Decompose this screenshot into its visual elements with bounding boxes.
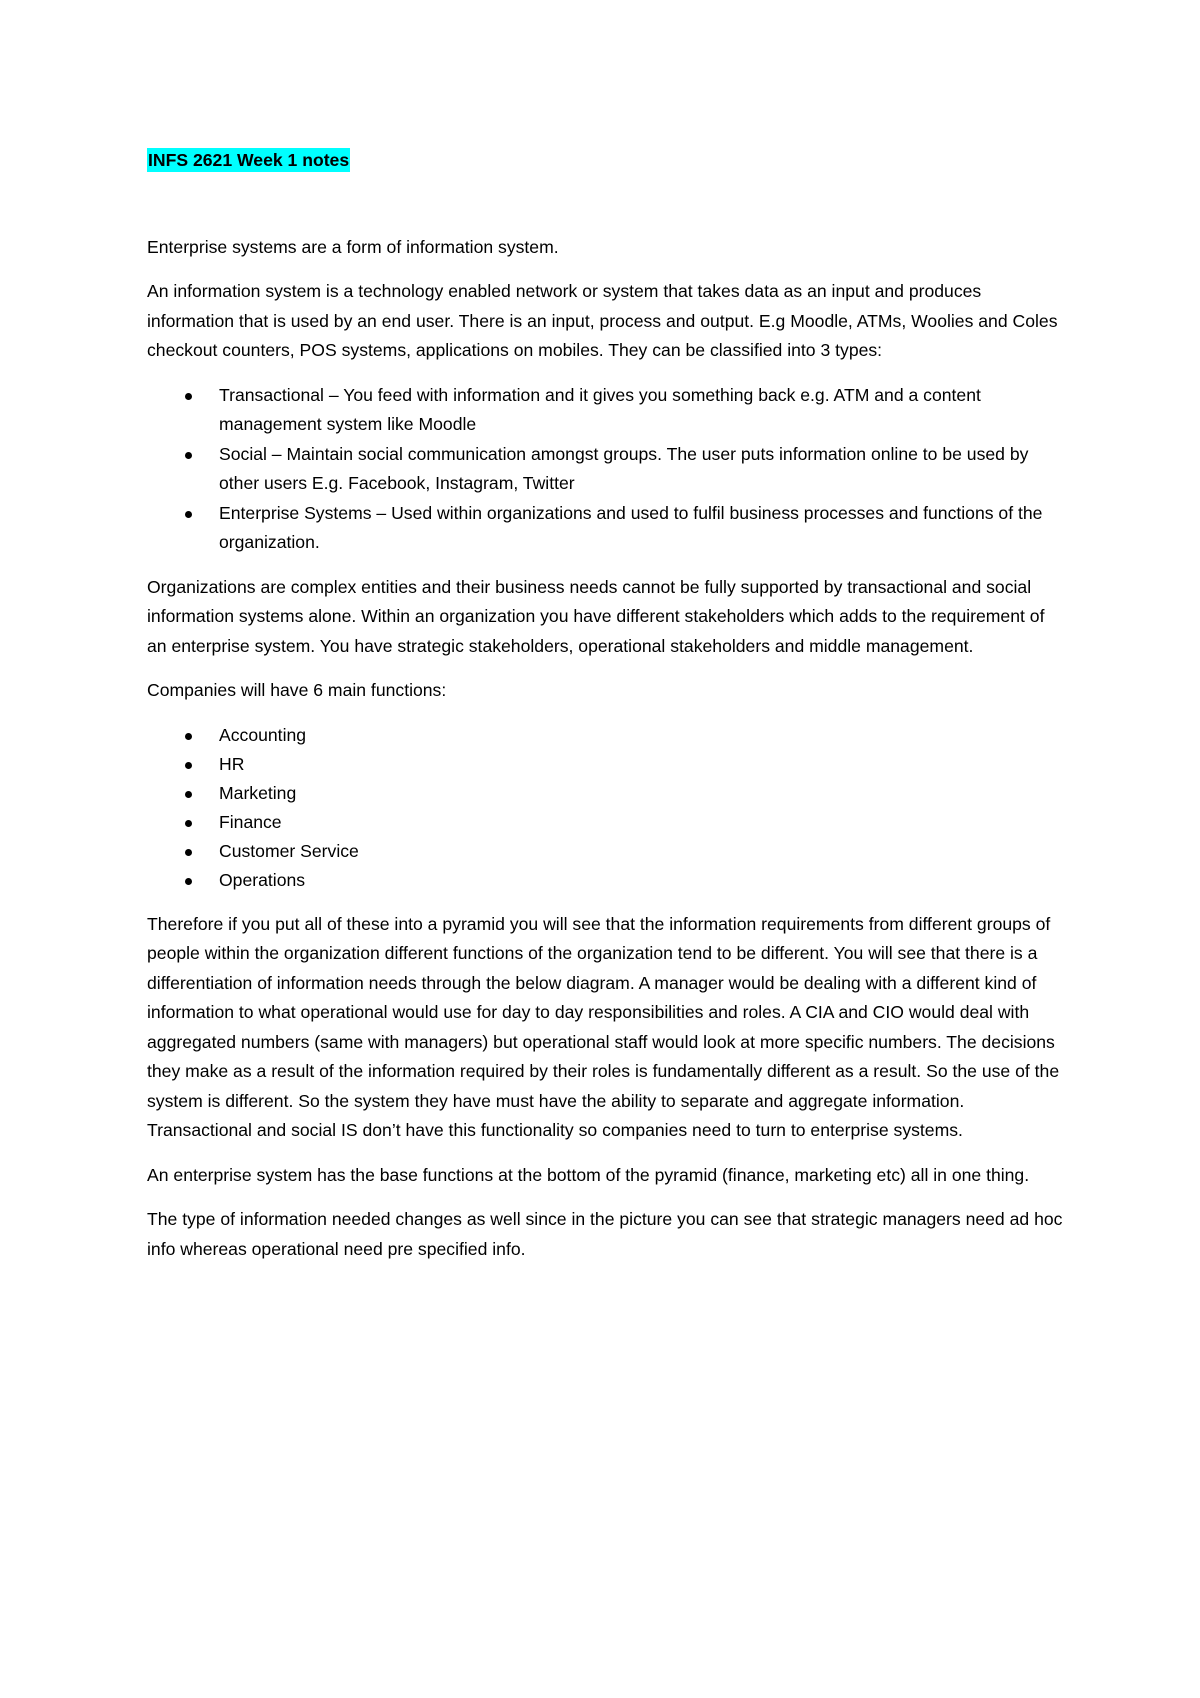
- list-item: [147, 499, 1067, 558]
- types-list: [147, 381, 1067, 558]
- bullet-icon: [185, 878, 192, 885]
- list-item-text: Operations: [219, 869, 306, 890]
- document-title: INFS 2621 Week 1 notes: [148, 150, 350, 170]
- functions-list: [147, 721, 1067, 895]
- document-body: [147, 146, 1067, 1279]
- organizations-paragraph: Organizations are complex entities and their business needs cannot be fully supported by transactional and social information systems alone. Within an organization you have different stakeholders which adds to the requirement of an enterprise system. You have strategic stakeholders, operational stakeholders and middle management.: [147, 576, 1045, 656]
- list-item-text: Enterprise Systems – Used within organizations and used to fulfil business processes and functions of the organization.: [219, 502, 1043, 552]
- pyramid-paragraph: Therefore if you put all of these into a pyramid you will see that the information requirements from different groups of people within the organization different functions of the organization tend to be different. You will see that there is a differentiation of information needs through the below diagram. A manager would be dealing with a different kind of information to what operational would use for day to day responsibilities and roles. A CIA and CIO would deal with aggregated numbers (same with managers) but operational staff would look at more specific numbers. The decisions they make as a result of the information required by their roles is fundamentally different as a result. So the use of the system is different. So the system they have must have the ability to separate and aggregate information. Transactional and social IS don’t have this functionality so companies need to turn to enterprise systems.: [147, 913, 1060, 1140]
- bullet-icon: [185, 733, 192, 740]
- list-item: [147, 837, 1067, 866]
- bullet-icon: [185, 849, 192, 856]
- list-item-text: HR: [219, 753, 245, 774]
- bullet-icon: [185, 820, 192, 827]
- list-item: [147, 750, 1067, 779]
- list-item-text: Marketing: [219, 782, 297, 803]
- bullet-icon: [185, 762, 192, 769]
- list-item-text: Customer Service: [219, 840, 359, 861]
- bullet-icon: [185, 791, 192, 798]
- list-item: [147, 721, 1067, 750]
- bullet-icon: [185, 511, 192, 518]
- list-item: [147, 808, 1067, 837]
- list-item: [147, 779, 1067, 808]
- list-item: [147, 381, 1067, 440]
- bullet-icon: [185, 452, 192, 459]
- information-type-paragraph: The type of information needed changes as well since in the picture you can see that strategic managers need ad hoc info whereas operational need pre specified info.: [147, 1209, 1063, 1259]
- bullet-icon: [185, 393, 192, 400]
- intro-paragraph: Enterprise systems are a form of information system.: [147, 236, 559, 257]
- list-item-text: Finance: [219, 811, 282, 832]
- list-item-text: Accounting: [219, 724, 307, 745]
- list-item: [147, 440, 1067, 499]
- list-item-text: Transactional – You feed with information and it gives you something back e.g. ATM and a content management system like Moodle: [219, 384, 981, 434]
- list-item-text: Social – Maintain social communication amongst groups. The user puts information online to be used by other users E.g. Facebook, Instagram, Twitter: [219, 443, 1029, 493]
- functions-intro-paragraph: Companies will have 6 main functions:: [147, 680, 447, 700]
- title-line: [147, 146, 1067, 176]
- list-item: [147, 866, 1067, 895]
- information-system-paragraph: An information system is a technology enabled network or system that takes data as an input and produces information that is used by an end user. There is an input, process and output. E.g Moodle, ATMs, Woolies and Coles checkout counters, POS systems, applications on mobiles. They can be classified into 3 types:: [147, 281, 1058, 360]
- enterprise-base-paragraph: An enterprise system has the base functions at the bottom of the pyramid (finance, marketing etc) all in one thing.: [147, 1164, 1030, 1185]
